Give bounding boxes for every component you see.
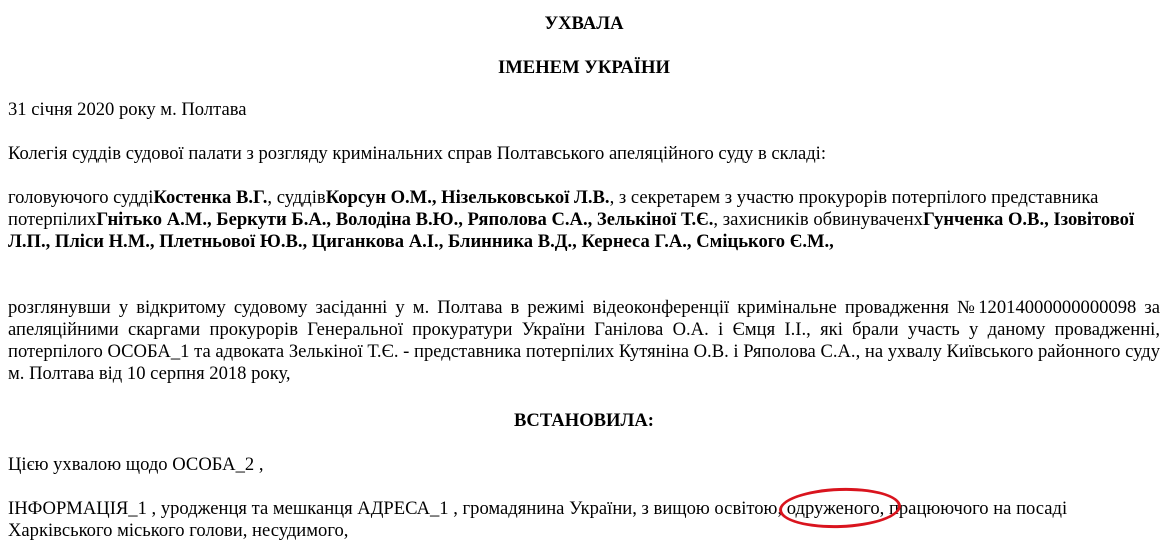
composition-text: , з секретарем з участю прокурорів потерпілого представника потерпілих [8,187,1099,230]
circled-word-text: одруженого [786,498,880,519]
review-paragraph: розглянувши у відкритому судовому засіданні у м. Полтава в режимі відеоконференції кримінальне провадження №12014000000000098 за апеляційними скаргами прокурорів Генеральної прокуратури України Ганілова О.А. і Ємця І.І., які брали участь у даному провадженні, потерпілого ОСОБА_1 та адвоката Зелькіної Т.Є. - представника потерпілих Кутяніна О.В. і Ряполова С.А., на ухвалу Київського районного суду м. Полтава від 10 серпня 2018 року, [8,297,1160,384]
prosecutors-representatives: Гнітько А.М., Беркути Б.А., Володіна В.Ю., Ряполова С.А., Зелькіної Т.Є. [96,209,714,230]
date-line: 31 січня 2020 року м. Полтава [8,99,247,120]
document-title: УХВАЛА [544,13,624,34]
panel-composition [8,187,1160,253]
defenders: Гунченка О.В., Ізовітової Л.П., Пліси Н.М., Плетньової Ю.В., Циганкова А.І., Блинника В.Д., Кернеса Г.А., Сміцького Є.М., [8,209,1135,252]
judges: Корсун О.М., Нізельковської Л.В. [325,187,610,208]
ruling-line: Цією ухвалою щодо ОСОБА_2 , [8,454,264,475]
defendant-info [8,498,1160,542]
info-text: ІНФОРМАЦІЯ_1 , уродженця та мешканця АДРЕСА_1 , громадянина України, з вищою освітою, [8,498,787,519]
panel-intro: Колегія суддів судової палати з розгляду кримінальних справ Полтавського апеляційного суду в складі: [8,143,827,164]
info-text: , працюючого на посаді Харківського міського голови, несудимого, [8,498,1068,541]
document-subtitle: ІМЕНЕМ УКРАЇНИ [498,57,670,78]
established-heading: ВСТАНОВИЛА: [514,410,654,431]
composition-text: , захисників обвинуваченх [713,209,923,230]
composition-text: головуючого судді [8,187,154,208]
composition-text: , суддів [267,187,326,208]
circled-word [787,498,880,520]
presiding-judge: Костенка В.Г. [153,187,268,208]
